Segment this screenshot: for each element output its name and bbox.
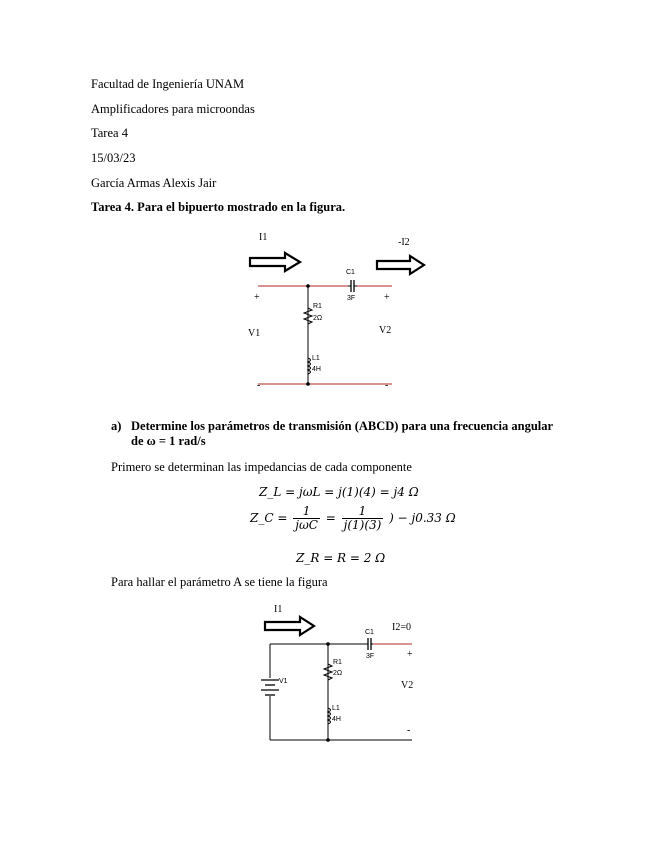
fig2-i1-label: I1 [274, 604, 283, 615]
header-date: 15/03/23 [91, 151, 136, 165]
circuit-figure-2 [255, 600, 435, 745]
question-a-label: a) [111, 419, 122, 433]
svg-text:+: + [407, 649, 413, 660]
equation-zl: Z_L = jωL = j(1)(4) = j4 Ω [259, 485, 419, 499]
svg-text:C1: C1 [346, 269, 355, 276]
circuit-figure-1 [240, 228, 440, 403]
svg-text:L1: L1 [332, 705, 340, 712]
svg-text:+: + [254, 292, 260, 303]
svg-text:-: - [385, 380, 389, 391]
question-a-text: Determine los parámetros de transmisión (ABCD) para una frecuencia angular [131, 419, 554, 433]
svg-text:3F: 3F [347, 295, 356, 302]
fig1-i1-label: I1 [259, 232, 268, 243]
fig1-i2-label: -I2 [398, 237, 410, 248]
header-faculty: Facultad de Ingeniería UNAM [91, 77, 245, 91]
svg-text:4H: 4H [332, 716, 341, 723]
equation-zr: Z_R = R = 2 Ω [296, 551, 386, 565]
param-a-text: Para hallar el parámetro A se tiene la figura [111, 575, 328, 589]
svg-text:3F: 3F [366, 653, 375, 660]
current-arrow-icon [265, 617, 314, 635]
svg-text:2Ω: 2Ω [313, 315, 323, 322]
svg-text:R1: R1 [333, 659, 342, 666]
fig2-v2-label: V2 [401, 680, 414, 691]
svg-text:C1: C1 [365, 629, 374, 636]
svg-text:L1: L1 [312, 355, 320, 362]
task-title: Tarea 4. Para el bipuerto mostrado en la figura. [91, 200, 346, 214]
svg-text:2Ω: 2Ω [333, 670, 343, 677]
question-a-text-2: de ω = 1 rad/s [131, 434, 206, 448]
fig1-v2-label: V2 [379, 325, 392, 336]
header-course: Amplificadores para microondas [91, 102, 255, 116]
intro-text: Primero se determinan las impedancias de cada componente [111, 460, 412, 474]
header-author: García Armas Alexis Jair [91, 176, 217, 190]
header-assignment: Tarea 4 [91, 126, 128, 140]
fig1-v1-label: V1 [248, 328, 261, 339]
current-arrow-icon [250, 253, 300, 271]
svg-text:4H: 4H [312, 366, 321, 373]
svg-text:+: + [384, 292, 390, 303]
fig2-i2-label: I2=0 [392, 622, 411, 633]
svg-text:R1: R1 [313, 303, 322, 310]
svg-text:-: - [257, 380, 261, 391]
svg-text:V1: V1 [279, 678, 288, 685]
equation-zc: Z_C = $\frac{1}{\text{jωC}}$ = $\frac{1}{j(1)(3)}$ ) − j0.33 Ω [250, 504, 456, 532]
current-arrow-icon [377, 256, 424, 274]
svg-text:-: - [407, 725, 411, 736]
